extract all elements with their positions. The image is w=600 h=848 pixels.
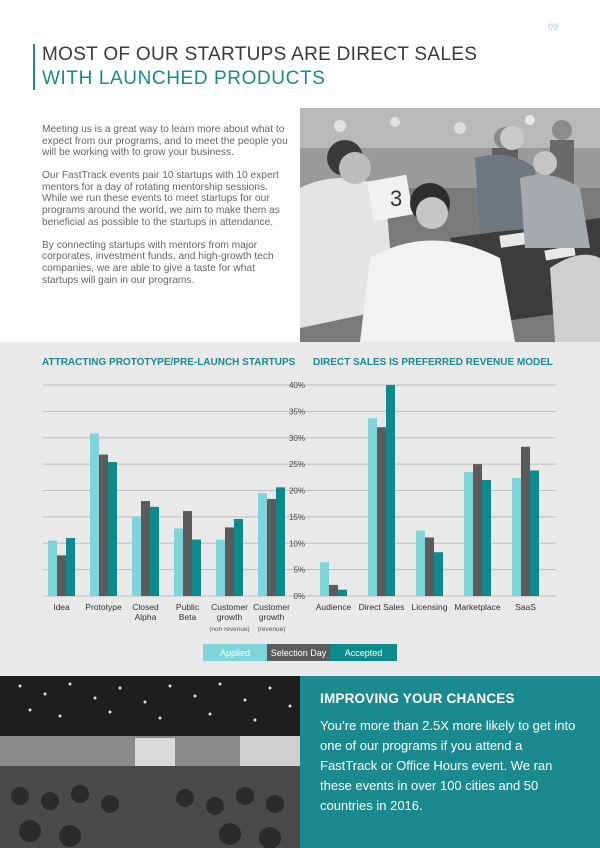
y-tick-label: 0% xyxy=(293,592,305,601)
stage-bar xyxy=(192,540,201,596)
intro-paragraph-2: Our FastTrack events pair 10 startups with 10 expert mentors for a day of rotating mentorship sessions. While we run these events to meet startups for our programs around the world, we aim to make them as beneficial as possible to the startups in attendance. xyxy=(42,170,280,228)
revenue-bar xyxy=(386,385,395,596)
chart-title-stage: ATTRACTING PROTOTYPE/PRE-LAUNCH STARTUPS xyxy=(42,357,296,368)
stage-bar xyxy=(216,540,225,596)
page-title-line1: MOST OF OUR STARTUPS ARE DIRECT SALES xyxy=(42,44,478,65)
revenue-bar xyxy=(329,585,338,596)
stage-bar xyxy=(150,507,159,596)
revenue-category-label: Licensing xyxy=(411,602,448,612)
stage-category-label: growth xyxy=(258,612,285,622)
legend-applied xyxy=(203,644,267,661)
stage-bar xyxy=(90,434,99,596)
stage-bar xyxy=(234,519,243,596)
revenue-category-label: Audience xyxy=(315,602,352,612)
y-tick-label: 15% xyxy=(288,512,305,522)
mentoring-photo-illustration xyxy=(300,108,600,342)
improving-body: You’re more than 2.5X more likely to get into one of our programs if you attend a FastTrack or Office Hours event. We ran these events in over 100 cities and 50 countries in 2016. xyxy=(320,718,576,813)
revenue-category-label: Direct Sales xyxy=(358,602,405,612)
revenue-bar xyxy=(464,472,473,596)
y-tick-label: 30% xyxy=(288,433,305,443)
improving-title: IMPROVING YOUR CHANCES xyxy=(320,691,515,706)
chart-title-revenue: DIRECT SALES IS PREFERRED REVENUE MODEL xyxy=(313,357,554,368)
stage-bar xyxy=(183,511,192,596)
event-hall-photo xyxy=(0,676,300,848)
page-title-line2: WITH LAUNCHED PRODUCTS xyxy=(42,68,326,89)
stage-bar xyxy=(108,462,117,596)
stage-category-label: Customer xyxy=(253,602,290,612)
page-number: 09 xyxy=(548,22,559,32)
legend-selection-day-label: Selection Day xyxy=(270,647,327,658)
y-tick-label: 40% xyxy=(288,381,305,390)
stage-bar xyxy=(57,555,66,596)
stage-bar xyxy=(174,528,183,596)
stage-bar xyxy=(66,538,75,596)
revenue-bar xyxy=(377,427,386,596)
stage-category-label: Beta xyxy=(178,612,197,622)
stage-category-label: Customer xyxy=(211,602,248,612)
intro-paragraph-1: Meeting us is a great way to learn more about what to expect from our programs, and to meet the people you will be working with to grow your business. xyxy=(42,124,288,159)
legend-applied-label: Applied xyxy=(219,647,251,658)
revenue-bar xyxy=(338,590,347,596)
intro-text xyxy=(42,124,290,298)
y-tick-label: 25% xyxy=(288,460,305,470)
revenue-category-label: SaaS xyxy=(515,602,536,612)
revenue-bar xyxy=(473,464,482,596)
intro-paragraph-3: By connecting startups with mentors from major corporates, investment funds, and high-growth tech companies, we are able to give a taste for what startups will gain in our programs. xyxy=(42,239,274,286)
stage-bar xyxy=(99,455,108,596)
stage-bar xyxy=(267,499,276,596)
stage-category-label: Prototype xyxy=(85,602,122,612)
table-number-card: 3 xyxy=(390,186,403,211)
revenue-category-label: Marketplace xyxy=(454,602,501,612)
stage-category-label: Closed xyxy=(132,602,159,612)
revenue-bar xyxy=(521,447,530,596)
stage-bar xyxy=(141,501,150,596)
revenue-bar xyxy=(368,418,377,596)
legend-accepted xyxy=(330,644,397,661)
mentoring-session-photo xyxy=(300,108,600,342)
event-hall-illustration xyxy=(0,676,300,848)
stage-category-note: (non revenue) xyxy=(209,626,250,633)
y-tick-label: 5% xyxy=(293,565,305,575)
revenue-bar xyxy=(482,480,491,596)
combined-bar-chart xyxy=(0,342,600,676)
y-tick-label: 10% xyxy=(288,539,305,549)
chart-labels xyxy=(53,381,536,633)
title-accent-bar xyxy=(33,44,35,90)
revenue-bar xyxy=(530,470,539,596)
stage-category-label: Idea xyxy=(53,602,70,612)
stage-bar xyxy=(48,541,57,596)
revenue-bar xyxy=(416,531,425,596)
stage-category-label: Public xyxy=(175,602,200,612)
stage-bar xyxy=(276,487,285,596)
legend-selection-day xyxy=(267,644,330,661)
stage-category-label: growth xyxy=(216,612,243,622)
stage-category-label: Alpha xyxy=(134,612,157,622)
revenue-bar xyxy=(434,552,443,596)
stage-bar xyxy=(225,527,234,596)
stage-category-note: (revenue) xyxy=(257,626,286,633)
revenue-bar xyxy=(425,537,434,596)
y-tick-label: 35% xyxy=(288,407,305,417)
legend-accepted-label: Accepted xyxy=(344,647,383,658)
stage-bar xyxy=(258,493,267,596)
revenue-bar xyxy=(320,562,329,596)
revenue-bar xyxy=(512,478,521,596)
y-tick-label: 20% xyxy=(288,486,305,496)
stage-bar xyxy=(132,516,141,596)
